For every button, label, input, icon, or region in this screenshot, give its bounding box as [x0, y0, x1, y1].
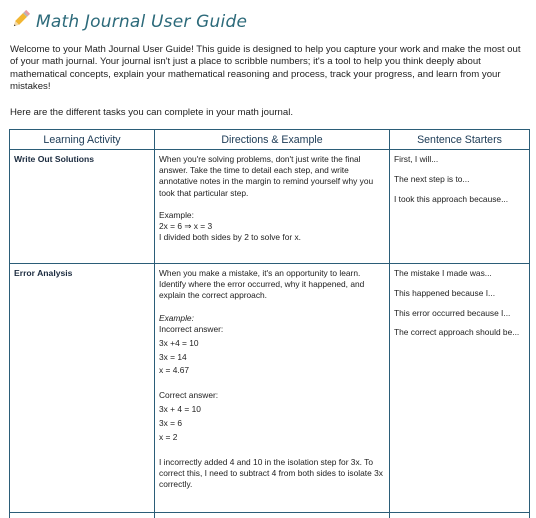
directions-cell	[155, 150, 390, 264]
correct-label: Correct answer:	[159, 390, 219, 401]
sentence-starter: This error occurred because I...	[394, 307, 511, 318]
starters-cell	[390, 264, 530, 513]
header-directions-example: Directions & Example	[155, 130, 390, 150]
activities-table	[9, 129, 530, 518]
header-sentence-starters: Sentence Starters	[390, 130, 530, 150]
intro-paragraph: Welcome to your Math Journal User Guide! This guide is designed to help you capture your work and make the most out of your math journal. Your journal isn't just a place to scribble numbers; it's a tool to help you think deeply about mathematical concepts, explain your mathematical reasoning and process, track your progress, and learn from your mistakes!	[10, 44, 521, 93]
activity-name: Error Analysis	[14, 268, 73, 278]
sentence-starter: The next step is to...	[394, 173, 470, 184]
pencil-icon	[10, 8, 36, 35]
directions-text: When you make a mistake, it's an opportunity to learn. Identify where the error occurred, why it happened, and explain the correct approach.	[159, 268, 365, 301]
page-title: Math Journal User Guide	[36, 11, 248, 32]
directions-text: When you're solving problems, don't just write the final answer. Take the time to detail each step, and write annotative notes in the margin to remind yourself why you took that particular step.	[159, 154, 374, 198]
table-header-row	[10, 130, 530, 150]
incorrect-line: 3x +4 = 10	[159, 337, 199, 348]
tasks-intro: Here are the different tasks you can complete in your math journal.	[10, 107, 293, 118]
example-line: 2x = 6 ⇒ x = 3	[159, 221, 213, 232]
example-line: I divided both sides by 2 to solve for x.	[159, 232, 301, 243]
sentence-starter: This happened because I...	[394, 287, 496, 298]
table-row	[10, 264, 530, 513]
title-row	[10, 8, 247, 35]
incorrect-label: Incorrect answer:	[159, 323, 224, 334]
incorrect-line: 3x = 14	[159, 351, 187, 362]
activity-cell	[10, 264, 155, 513]
correct-line: 3x + 4 = 10	[159, 404, 201, 415]
explanation-text: I incorrectly added 4 and 10 in the isolation step for 3x. To correct this, I need to subtract 4 from both sides to isolate 3x correctly.	[159, 456, 383, 490]
incorrect-line: x = 4.67	[159, 365, 190, 376]
header-learning-activity: Learning Activity	[10, 130, 155, 150]
table-row	[10, 150, 530, 264]
activity-name: Write Out Solutions	[14, 154, 95, 164]
sentence-starter: The correct approach should be...	[394, 327, 520, 338]
sentence-starter: I took this approach because...	[394, 193, 509, 204]
example-label: Example:	[159, 312, 194, 323]
correct-line: 3x = 6	[159, 418, 183, 429]
sentence-starter: The mistake I made was...	[394, 268, 492, 278]
table-row-partial	[10, 513, 530, 518]
directions-cell	[155, 264, 390, 513]
activity-cell	[10, 150, 155, 264]
starters-cell	[390, 150, 530, 264]
example-label: Example:	[159, 209, 194, 220]
sentence-starter: First, I will...	[394, 154, 439, 164]
correct-line: x = 2	[159, 432, 178, 443]
